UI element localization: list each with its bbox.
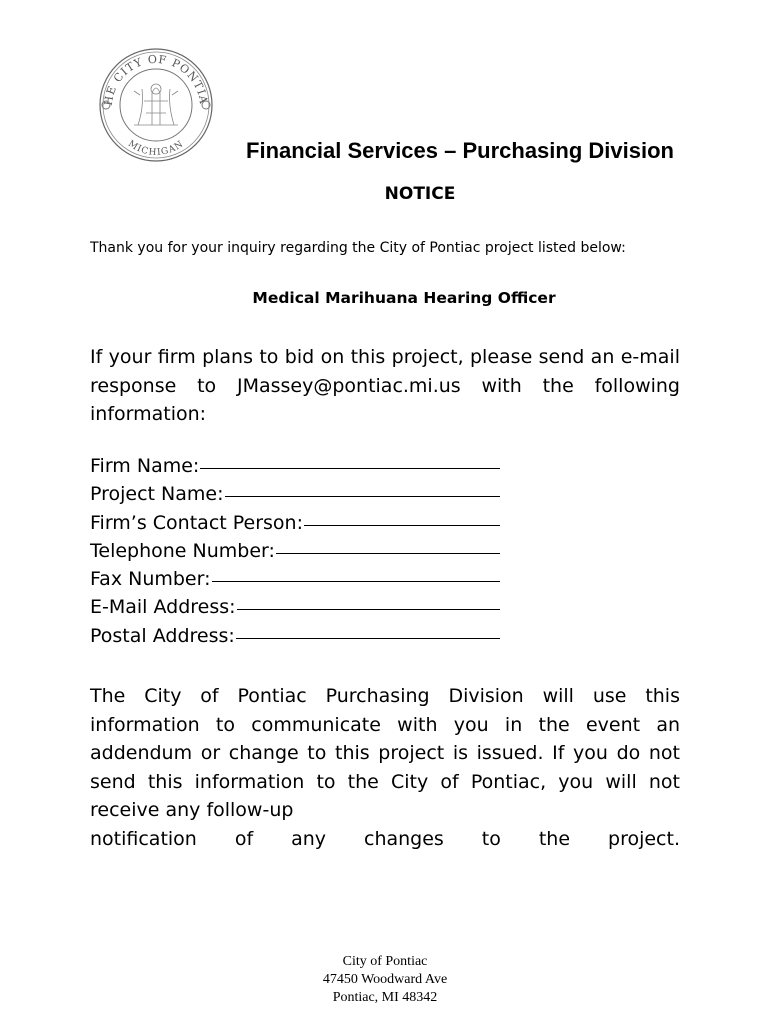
field-blank-line bbox=[237, 609, 500, 610]
svg-text:MICHIGAN: MICHIGAN bbox=[126, 139, 186, 158]
field-blank-line bbox=[276, 553, 500, 554]
footer-street: 47450 Woodward Ave bbox=[322, 972, 448, 987]
postal-address-field bbox=[90, 625, 500, 653]
request-paragraph: If your firm plans to bid on this project, please send an e-mail response to JMassey@pontiac.mi.us with the following information: bbox=[90, 346, 680, 425]
closing-text: The City of Pontiac Purchasing Division will use this information to communicate with you in the event an addendum or change to this project is issued. If you do not send this information to the City of Pontiac, you will not receive any follow-up bbox=[90, 685, 680, 821]
field-label: E-Mail Address: bbox=[90, 596, 236, 619]
firm-name-field bbox=[90, 455, 500, 483]
fax-field bbox=[90, 568, 500, 596]
field-label: Telephone Number: bbox=[90, 539, 275, 562]
footer-city: City of Pontiac bbox=[342, 954, 428, 969]
project-name-field bbox=[90, 483, 500, 511]
footer-city-state-zip: Pontiac, MI 48342 bbox=[332, 990, 438, 1005]
field-label: Postal Address: bbox=[90, 624, 235, 647]
telephone-field bbox=[90, 540, 500, 568]
closing-paragraph bbox=[90, 682, 680, 853]
field-label: Firm’s Contact Person: bbox=[90, 511, 303, 534]
notice-heading: NOTICE bbox=[384, 184, 456, 204]
contact-person-field bbox=[90, 512, 500, 540]
field-label: Firm Name: bbox=[90, 455, 200, 477]
project-title: Medical Marihuana Hearing Officer bbox=[252, 289, 556, 307]
field-blank-line bbox=[212, 581, 500, 582]
svg-text:THE CITY OF PONTIAC: HE CITY OF PONTIA bbox=[101, 52, 211, 107]
field-label: Project Name: bbox=[90, 483, 224, 506]
closing-last-line: notification of any changes to the project. bbox=[90, 827, 680, 850]
field-blank-line bbox=[236, 638, 500, 639]
email-field bbox=[90, 596, 500, 624]
intro-text: Thank you for your inquiry regarding the City of Pontiac project listed below: bbox=[90, 240, 626, 256]
field-blank-line bbox=[304, 525, 500, 526]
contact-form bbox=[90, 455, 500, 653]
footer-address bbox=[0, 953, 770, 1007]
page-title: Financial Services – Purchasing Division bbox=[246, 138, 674, 163]
field-label: Fax Number: bbox=[90, 568, 211, 591]
field-blank-line bbox=[200, 468, 500, 469]
field-blank-line bbox=[225, 496, 500, 497]
